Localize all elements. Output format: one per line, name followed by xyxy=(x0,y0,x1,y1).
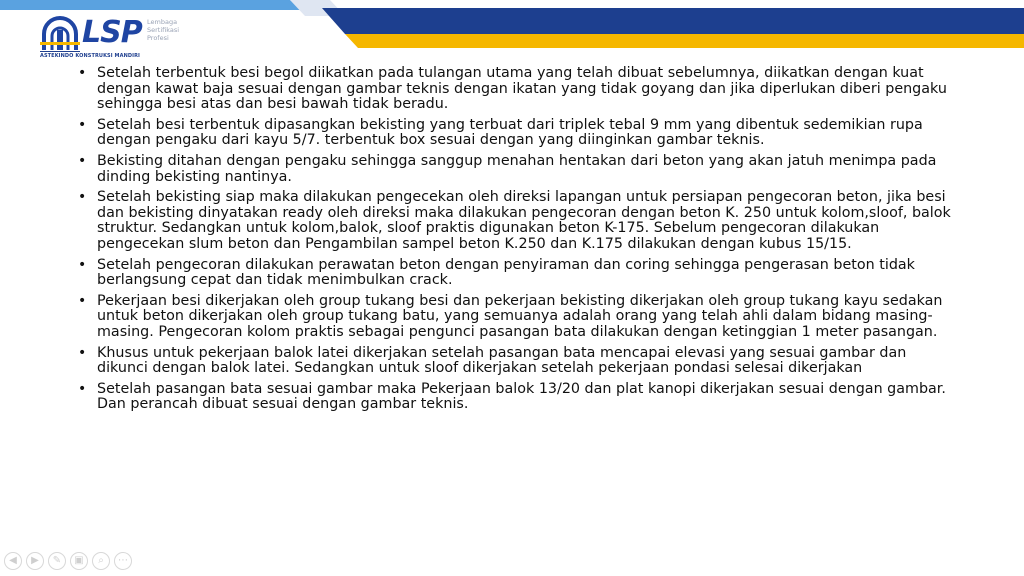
bullet-icon: • xyxy=(78,256,87,273)
bullet-icon: • xyxy=(78,344,87,361)
list-item xyxy=(78,154,954,185)
bullet-list xyxy=(78,66,954,413)
pen-icon[interactable]: ✎ xyxy=(48,552,66,570)
bullet-icon: • xyxy=(78,116,87,133)
lsp-logo-org-name: ASTEKINDO KONSTRUKSI MANDIRI xyxy=(40,52,188,60)
list-item xyxy=(78,382,954,413)
list-item-text: Bekisting ditahan dengan pengaku sehingga sanggup menahan hentakan dari beton yang akan jatuh menimpa pada dinding bekisting nantinya. xyxy=(97,152,937,185)
bullet-icon: • xyxy=(78,292,87,309)
list-item xyxy=(78,346,954,377)
slides-icon[interactable]: ▣ xyxy=(70,552,88,570)
logo-side-line: Profesi xyxy=(147,34,169,42)
bullet-icon: • xyxy=(78,189,87,206)
bullet-icon: • xyxy=(78,65,87,81)
list-item-text: Setelah bekisting siap maka dilakukan pengecekan oleh direksi lapangan untuk persiapan pengecoran beton, jika besi dan bekisting dinyatakan ready oleh direksi maka dilakukan pengecoran dengan beton K. 250 untuk kolom,sloof, balok struktur. Sedangkan untuk kolom,balok, sloof praktis digunakan beton K-175. Sebelum pengecoran dilakukan pengecekan slum beton dan Pengambilan sampel beton K.250 dan K.175 dilakukan dengan kubus 15/15. xyxy=(97,189,951,252)
zoom-icon[interactable]: ⌕ xyxy=(92,552,110,570)
header-gold-band xyxy=(345,34,1024,48)
options-icon[interactable]: ⋯ xyxy=(114,552,132,570)
header-navy-band xyxy=(322,8,1024,34)
list-item xyxy=(78,66,954,113)
list-item xyxy=(78,258,954,289)
list-item xyxy=(78,294,954,341)
list-item-text: Khusus untuk pekerjaan balok latei dikerjakan setelah pasangan bata mencapai elevasi yang sesuai gambar dan dikunci dengan balok latei. Sedangkan untuk sloof dikerjakan setelah pekerjaan pondasi selesai dikerjakan xyxy=(97,344,907,377)
lsp-logo-side-text xyxy=(147,18,207,42)
logo-side-line: Sertifikasi xyxy=(147,26,180,34)
list-item-text: Setelah pasangan bata sesuai gambar maka Pekerjaan balok 13/20 dan plat kanopi dikerjakan sesuai dengan gambar. Dan perancah dibuat sesuai dengan gambar teknis. xyxy=(97,380,946,413)
bullet-icon: • xyxy=(78,380,87,397)
list-item-text: Setelah besi terbentuk dipasangkan bekisting yang terbuat dari triplek tebal 9 mm yang dibentuk sedemikian rupa dengan pengaku dari kayu 5/7. terbentuk box sesuai dengan yang diinginkan gambar teknis. xyxy=(97,116,923,149)
list-item xyxy=(78,190,954,252)
prev-arrow-icon[interactable]: ◀ xyxy=(4,552,22,570)
list-item-text: Setelah pengecoran dilakukan perawatan beton dengan penyiraman dan coring sehingga pengerasan beton tidak berlangsung cepat dan tidak menimbulkan crack. xyxy=(97,256,915,289)
list-item-text: Pekerjaan besi dikerjakan oleh group tukang besi dan pekerjaan bekisting dikerjakan oleh group tukang kayu sedakan untuk beton dikerjakan oleh group tukang batu, yang semuanya adalah orang yang telah ahli dalam bidang masing-masing. Pengecoran kolom praktis sebagai pengunci pasangan bata dilakukan dengan ketinggian 1 meter pasangan. xyxy=(97,292,943,340)
list-item xyxy=(78,118,954,149)
slide-content xyxy=(78,66,954,418)
header-light-blue-stripe xyxy=(0,0,305,10)
logo-side-line: Lembaga xyxy=(147,18,178,26)
bullet-icon: • xyxy=(78,152,87,169)
lsp-logo xyxy=(40,14,190,58)
slide-nav-toolbar xyxy=(4,552,132,574)
lsp-logo-arch-icon xyxy=(40,16,80,52)
lsp-logo-wordmark: LSP xyxy=(82,15,142,50)
list-item-text: Setelah terbentuk besi begol diikatkan pada tulangan utama yang telah dibuat sebelumnya, diikatkan dengan kuat dengan kawat baja sesuai dengan gambar teknis dengan ikatan yang tidak goyang dan jika diperlukan diberi pengaku sehingga besi atas dan besi bawah tidak beradu. xyxy=(97,65,947,113)
next-arrow-icon[interactable]: ▶ xyxy=(26,552,44,570)
